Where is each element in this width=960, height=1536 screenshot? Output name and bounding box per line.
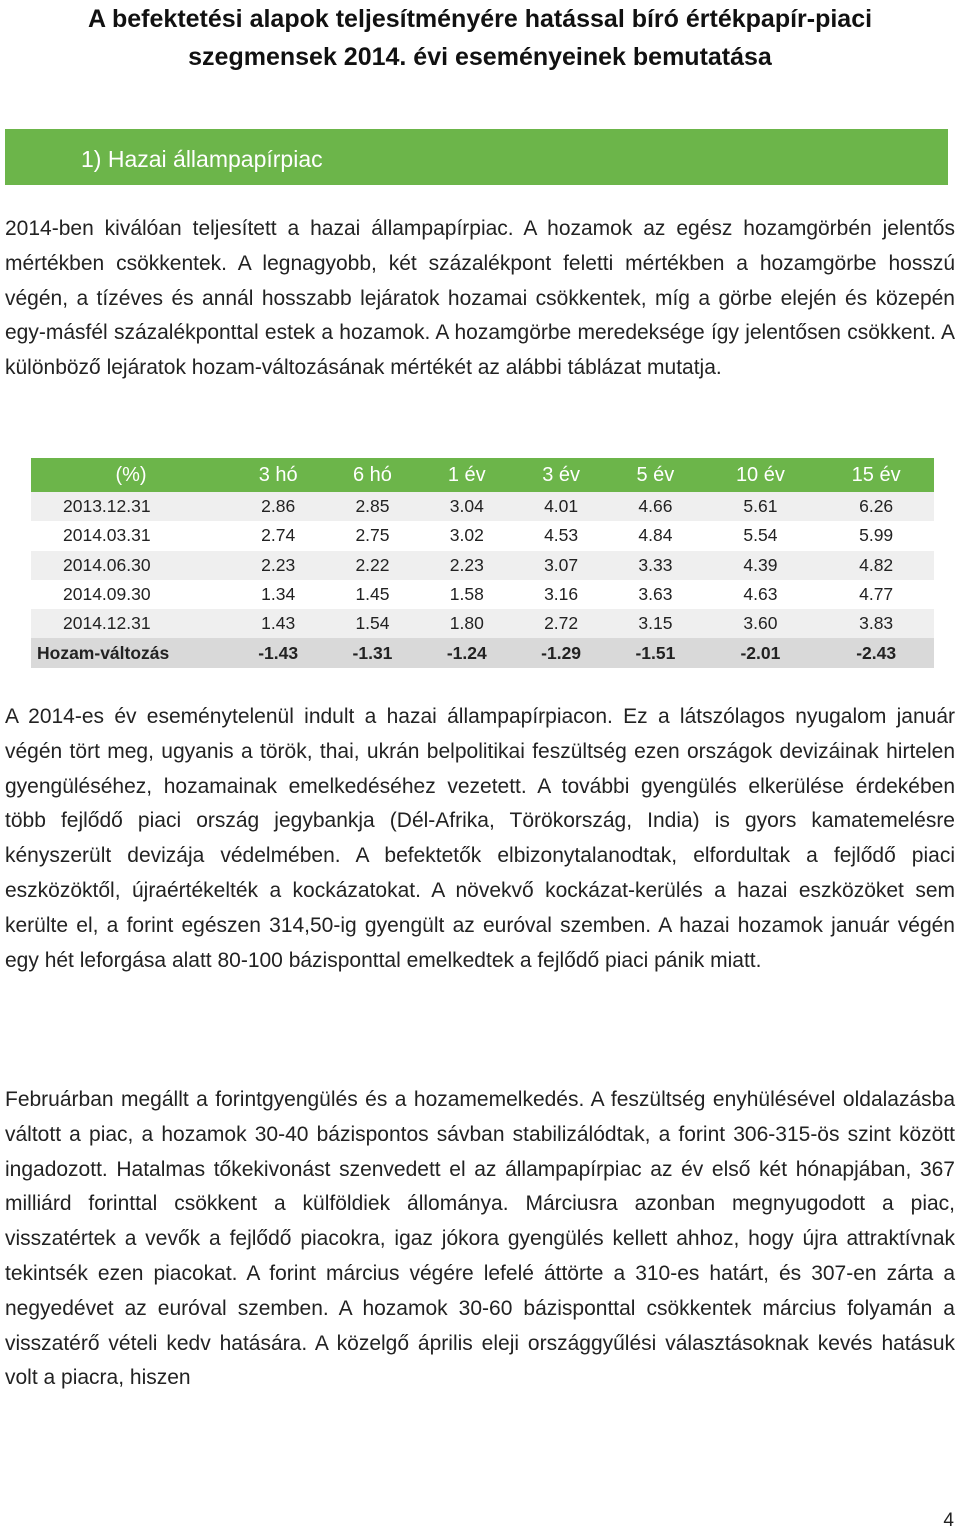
title-line-1: A befektetési alapok teljesítményére hatással bíró értékpapír-piaci (87, 5, 873, 33)
value-cell: 5.54 (743, 525, 778, 546)
total-value-cell: -2.01 (703, 638, 819, 667)
paragraph-intro: 2014-ben kiválóan teljesített a hazai állampapírpiac. A hozamok az egész hozamgörbén jelentős mértékben csökkentek. A legnagyobb, két százalékpont feletti mértékben a hozamgörbe hosszú végén, a tízéves és annál hosszabb lejáratok hozamai csökkentek, míg a görbe elején és közepén egy-másfél százalékponttal estek a hozamok. A hozamgörbe meredeksége így jelentősen csökkent. A különböző lejáratok hozam-változásának mértékét az alábbi táblázat mutatja. (5, 217, 955, 380)
value-cell: 1.43 (231, 609, 325, 638)
value-cell: 1.34 (261, 584, 296, 605)
header-cell: (%) (31, 458, 231, 492)
date-cell: 2014.03.31 (63, 525, 151, 546)
value-cell: 1.45 (355, 584, 390, 605)
value-cell: 2.23 (420, 551, 514, 580)
header-cell: 15 év (818, 458, 934, 492)
section-heading: 1) Hazai állampapírpiac (5, 129, 948, 185)
value-cell: 1.54 (325, 609, 419, 638)
value-cell: 3.60 (703, 609, 819, 638)
header-cell: 5 év (608, 458, 702, 492)
value-cell: 3.33 (608, 551, 702, 580)
header-cell: 10 év (703, 458, 819, 492)
date-cell: 2013.12.31 (31, 492, 231, 521)
value-cell: 3.07 (514, 551, 608, 580)
document-title (0, 0, 960, 76)
table-row (31, 580, 934, 609)
table-row (31, 609, 934, 638)
value-cell: 3.15 (608, 609, 702, 638)
value-cell: 3.02 (449, 525, 484, 546)
paragraph-january: A 2014-es év eseménytelenül indult a hazai állampapírpiacon. Ez a látszólagos nyugalom január végén tört meg, ugyanis a török, thai, ukrán belpolitikai feszültség ezen országok devizáinak hirtelen gyengüléséhez, hozamainak emelkedéséhez vezetett. A további gyengülés elkerülése érdekében több fejlődő piaci ország jegybankja (Dél-Afrika, Törökország, India) is gyors kamatemelésre kényszerült devizája védelmében. A befektetők elbizonytalanodtak, elfordultak a fejlődő piaci eszközöktől, újraértékelték a kockázatokat. A növekvő kockázat-kerülés a hazai eszközöket sem kerülte el, a forint egészen 314,50-ig gyengült az euróval szemben. A hazai hozamok január végén egy hét leforgása alatt 80-100 bázisponttal emelkedtek a fejlődő piaci pánik miatt. (5, 705, 955, 972)
value-cell: 1.80 (420, 609, 514, 638)
value-cell: 3.63 (638, 584, 673, 605)
value-cell: 4.77 (859, 584, 894, 605)
total-value-cell: -1.31 (325, 638, 419, 667)
value-cell: 1.58 (449, 584, 484, 605)
value-cell: 5.99 (859, 525, 894, 546)
value-cell: 4.82 (818, 551, 934, 580)
value-cell: 5.61 (703, 492, 819, 521)
header-cell: 3 év (514, 458, 608, 492)
page-number: 4 (943, 1510, 954, 1531)
value-cell: 4.39 (703, 551, 819, 580)
value-cell: 3.83 (818, 609, 934, 638)
total-value-cell: -1.24 (420, 638, 514, 667)
value-cell: 2.22 (325, 551, 419, 580)
header-cell: 6 hó (325, 458, 419, 492)
value-cell: 4.01 (514, 492, 608, 521)
total-value-cell: -2.43 (818, 638, 934, 667)
value-cell: 6.26 (818, 492, 934, 521)
value-cell: 2.74 (261, 525, 296, 546)
table-row (31, 521, 934, 550)
table-row (31, 551, 934, 580)
total-value-cell: -1.51 (608, 638, 702, 667)
value-cell: 4.66 (608, 492, 702, 521)
date-cell: 2014.12.31 (31, 609, 231, 638)
header-cell: 1 év (420, 458, 514, 492)
value-cell: 2.85 (325, 492, 419, 521)
title-line-2: szegmensek 2014. évi eseményeinek bemutatása (188, 43, 772, 71)
total-value-cell: -1.29 (514, 638, 608, 667)
paragraph-february-march: Februárban megállt a forintgyengülés és a hozamemelkedés. A feszültség enyhülésével oldalazásba váltott a piac, a hozamok 30-40 bázispontos sávban stabilizálódtak, a forint 306-315-ös szint között ingadozott. Hatalmas tőkekivonást szenvedett el az állampapírpiac az év első két hónapjában, 367 milliárd forinttal csökkent a külföldiek állománya. Márciusra azonban megnyugodott a piac, visszatértek a vevők a fejlődő piacokra, igaz jókora gyengülés kellett ahhoz, hogy újra attraktívnak tekintsék ezen piacokat. A forint március végére lefelé áttörte a 310-es határt, és 307-en zárta a negyedévet az euróval szemben. A hozamok 30-60 bázisponttal csökkentek március folyamán a visszatérő vételi kedv hatására. A közelgő április eleji országgyűlési választásoknak kevés hatásuk volt a piacra, hiszen (5, 1088, 955, 1390)
value-cell: 3.04 (420, 492, 514, 521)
table-header-row (31, 458, 934, 492)
total-label-cell: Hozam-változás (31, 638, 231, 667)
total-value-cell: -1.43 (231, 638, 325, 667)
value-cell: 2.72 (514, 609, 608, 638)
date-cell: 2014.06.30 (31, 551, 231, 580)
date-cell: 2014.09.30 (63, 584, 151, 605)
value-cell: 4.63 (743, 584, 778, 605)
value-cell: 4.84 (638, 525, 673, 546)
table-row (31, 492, 934, 521)
value-cell: 2.86 (231, 492, 325, 521)
table-total-row (31, 638, 934, 667)
yield-change-table (31, 458, 934, 668)
value-cell: 3.16 (544, 584, 579, 605)
value-cell: 4.53 (544, 525, 579, 546)
value-cell: 2.75 (355, 525, 390, 546)
header-cell: 3 hó (231, 458, 325, 492)
value-cell: 2.23 (231, 551, 325, 580)
